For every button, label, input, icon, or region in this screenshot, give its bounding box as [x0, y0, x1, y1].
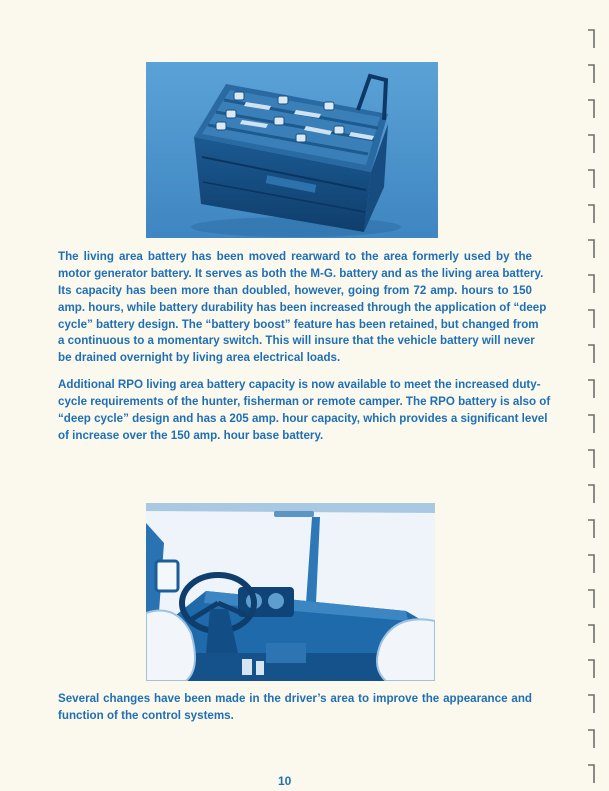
page-number: 10: [278, 774, 292, 788]
binder-tab: [588, 625, 594, 643]
text-line: Additional RPO living area battery capacity is now available to meet the increased duty-: [58, 378, 541, 391]
battery-description-paragraph: [58, 249, 547, 367]
binder-tab: [588, 170, 594, 188]
text-line: “deep cycle” design and has a 205 amp. hour capacity, which provides a significant level: [58, 411, 548, 425]
drivers-area-photo: [146, 503, 435, 681]
binder-tab: [588, 275, 594, 293]
binder-tab: [588, 765, 594, 783]
text-line: function of the control systems.: [58, 708, 234, 722]
binder-tab: [588, 730, 594, 748]
binder-tab: [588, 310, 594, 328]
binder-tab: [588, 345, 594, 363]
battery-photo: [146, 62, 438, 238]
binder-tab: [588, 415, 594, 433]
binder-tab: [588, 100, 594, 118]
rpo-battery-paragraph: [58, 377, 551, 445]
text-line: motor generator battery. It serves as both the M-G. battery and as the living area battery.: [58, 266, 544, 280]
binder-tab: [588, 205, 594, 223]
text-line: cycle requirements of the hunter, fisherman or remote camper. The RPO battery is also of: [58, 394, 551, 408]
binder-tab: [588, 590, 594, 608]
binder-edge: [582, 0, 609, 791]
text-line: of increase over the 150 amp. hour base battery.: [58, 428, 324, 442]
binder-tab: [588, 485, 594, 503]
text-line: be drained overnight by living area electrical loads.: [58, 351, 341, 365]
text-line: Its capacity has been more than doubled, however, going from 72 amp. hours to 150: [58, 283, 532, 297]
binder-tab: [588, 450, 594, 468]
binder-tab: [588, 520, 594, 538]
text-line: cycle” battery design. The “battery boost” feature has been retained, but changed from: [58, 317, 539, 331]
binder-tab: [588, 135, 594, 153]
text-line: Several changes have been made in the driver’s area to improve the appearance and: [58, 692, 532, 705]
binder-tab: [588, 555, 594, 573]
binder-tab: [588, 30, 594, 48]
binder-tab: [588, 380, 594, 398]
binder-tab: [588, 660, 594, 678]
binder-tab: [588, 65, 594, 83]
binder-tab: [588, 695, 594, 713]
text-line: amp. hours, while battery durability has been increased through the application of “deep: [58, 300, 547, 314]
text-line: a continuous to a momentary switch. This will insure that the vehicle battery will never: [58, 334, 535, 348]
text-line: The living area battery has been moved rearward to the area formerly used by the: [58, 250, 532, 263]
drivers-area-caption: [58, 691, 532, 725]
binder-tab: [588, 240, 594, 258]
